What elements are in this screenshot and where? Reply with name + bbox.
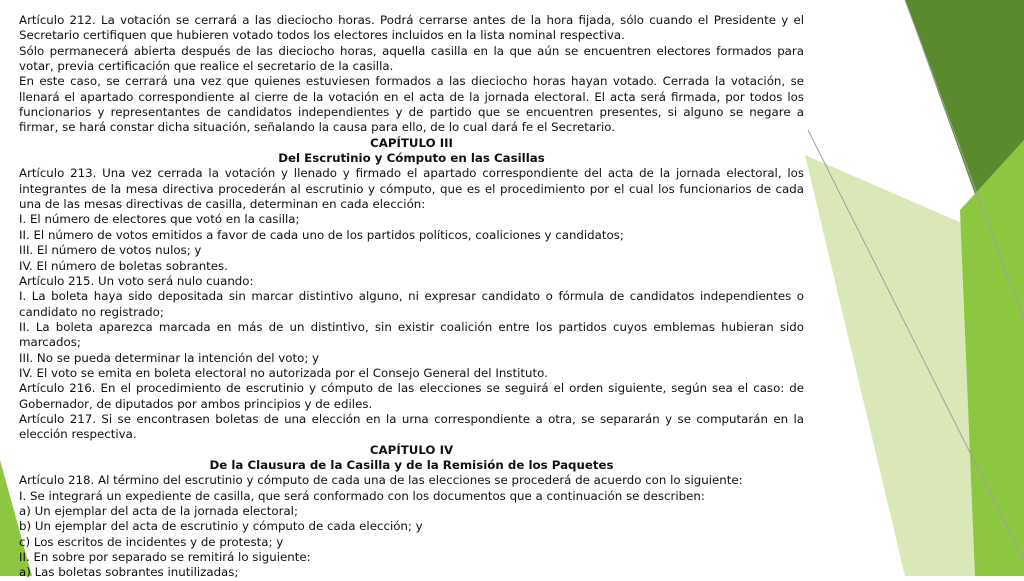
paragraph: I. El número de electores que votó en la casilla; bbox=[19, 212, 300, 227]
section-heading: Del Escrutinio y Cómputo en las Casillas bbox=[278, 151, 545, 166]
paragraph: Artículo 218. Al término del escrutinio y cómputo de cada una de las elecciones se procederá de acuerdo con lo siguiente: bbox=[19, 473, 743, 488]
paragraph: a) Las boletas sobrantes inutilizadas; bbox=[19, 565, 239, 580]
paragraph: c) Los escritos de incidentes y de protesta; y bbox=[19, 534, 284, 549]
paragraph: I. La boleta haya sido depositada sin marcar distintivo alguno, ni expresar candidato o fórmula de candidatos independientes o candidato no registrado; bbox=[19, 289, 804, 319]
paragraph: IV. El voto se emita en boleta electoral no autorizada por el Consejo General del Instituto. bbox=[19, 365, 548, 380]
paragraph: Artículo 217. Si se encontrasen boletas de una elección en la urna correspondiente a otra, se separarán y se computarán en la elección respectiva. bbox=[19, 411, 804, 442]
paragraph: III. El número de votos nulos; y bbox=[19, 243, 202, 258]
section-heading: De la Clausura de la Casilla y de la Remisión de los Paquetes bbox=[209, 457, 614, 472]
paragraph: IV. El número de boletas sobrantes. bbox=[19, 258, 228, 273]
paragraph: En este caso, se cerrará una vez que quienes estuviesen formados a las dieciocho horas hayan votado. Cerrada la votación, se llenará el apartado correspondiente al cierre de la votación en el acta de la jornada electoral. El acta será firmada, por todos los funcionarios y representantes de candidatos independientes y de partido que se encuentren presentes, si alguno se negare a firmar, se hará constar dicha situación, señalando la causa para ello, de lo cual dará fe el Secretario. bbox=[19, 74, 804, 135]
paragraph: Artículo 213. Una vez cerrada la votación y llenado y firmado el apartado correspondiente del acta de la jornada electoral, los integrantes de la mesa directiva procederán al escrutinio y cómputo, que es el procedimiento por el cual los funcionarios de cada una de las mesas directivas de casilla, determinan en cada elección: bbox=[19, 166, 804, 212]
section-heading: CAPÍTULO IV bbox=[369, 442, 454, 457]
paragraph: I. Se integrará un expediente de casilla, que será conformado con los documentos que a continuación se describen: bbox=[19, 488, 705, 503]
paragraph: Artículo 216. En el procedimiento de escrutinio y cómputo de las elecciones se seguirá el orden siguiente, según sea el caso: de Gobernador, de diputados por ambos principios y de ediles. bbox=[19, 381, 804, 411]
paragraph: Artículo 212. La votación se cerrará a las dieciocho horas. Podrá cerrarse antes de la hora fijada, sólo cuando el Presidente y el Secretario certifiquen que hubieren votado todos los electores incluidos en la lista nominal respectiva. bbox=[19, 13, 804, 43]
paragraph: Artículo 215. Un voto será nulo cuando: bbox=[19, 273, 254, 288]
paragraph: III. No se pueda determinar la intención del voto; y bbox=[19, 350, 320, 365]
paragraph: II. En sobre por separado se remitirá lo siguiente: bbox=[19, 550, 311, 565]
paragraph: b) Un ejemplar del acta de escrutinio y cómputo de cada elección; y bbox=[19, 519, 423, 534]
paragraph: a) Un ejemplar del acta de la jornada electoral; bbox=[19, 504, 298, 518]
paragraph: II. La boleta aparezca marcada en más de un distintivo, sin existir coalición entre los partidos cuyos emblemas hubieran sido marcados; bbox=[19, 319, 804, 350]
document-body bbox=[19, 13, 804, 581]
section-heading: CAPÍTULO III bbox=[370, 135, 453, 150]
paragraph: Sólo permanecerá abierta después de las dieciocho horas, aquella casilla en la que aún se encuentren electores formados para votar, previa certificación que realice el secretario de la casilla. bbox=[19, 43, 804, 74]
paragraph: II. El número de votos emitidos a favor de cada uno de los partidos políticos, coaliciones y candidatos; bbox=[19, 227, 624, 242]
